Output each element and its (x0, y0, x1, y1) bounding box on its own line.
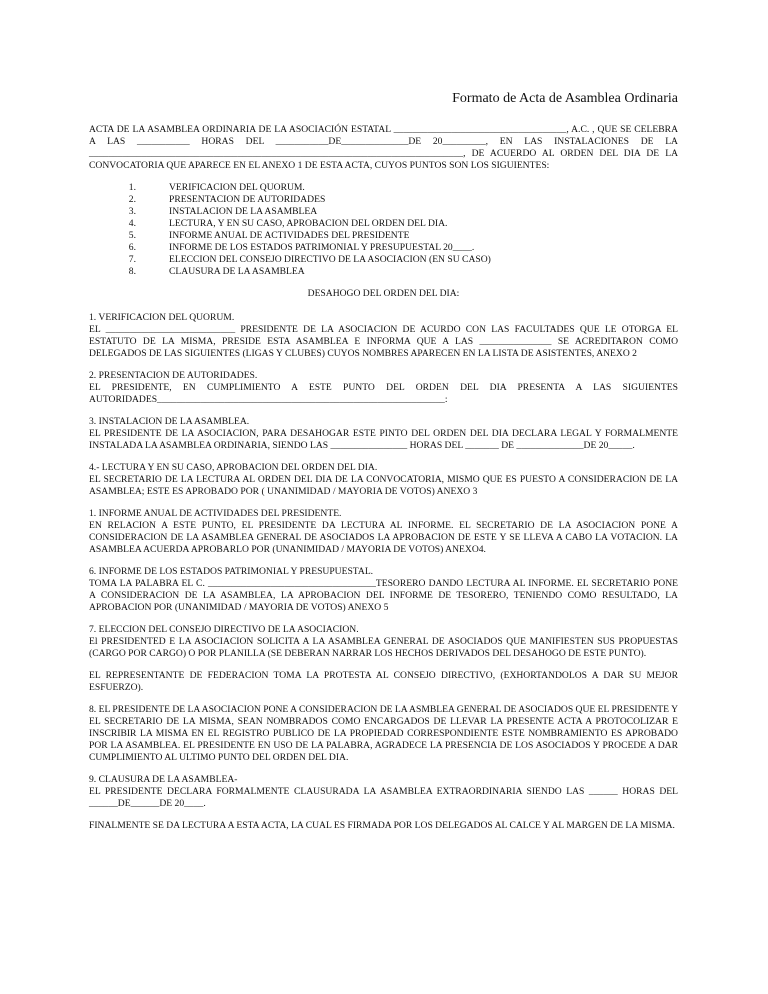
section-heading: 2. PRESENTACION DE AUTORIDADES. (89, 370, 258, 381)
agenda-item-number: 6. (128, 242, 136, 253)
agenda-item-number: 1. (128, 182, 136, 193)
agenda-item-text: INFORME ANUAL DE ACTIVIDADES DEL PRESIDENTE (169, 230, 410, 241)
section-quorum (89, 312, 678, 360)
section-body: 8. EL PRESIDENTE DE LA ASOCIACION PONE A CONSIDERACION DE LA ASMBLEA GENERAL DE ASOCIADOS QUE EL PRESIDENTE Y EL SECRETARIO DE LA MISMA, SEAN NOMBRADOS COMO ENCARGADOS DE LLEVAR LA PRESENTE ACTA A PROTOCOLIZAR E INSCRIBIR LA MISMA EN EL REGISTRO PUBLICO DE LA PROPIEDAD CORRESPONDIENTE ESTE NOMBRAMIENTO ES APROBADO POR LA ASAMBLEA. EL PRESIDENTE EN USO DE LA PALABRA, AGRADECE LA PRESENCIA DE LOS ASOCIADOS Y PROCEDE A DAR CUMPLIMIENTO AL ULTIMO PUNTO DEL ORDEN DEL DIA. (89, 704, 678, 763)
section-body: FINALMENTE SE DA LECTURA A ESTA ACTA, LA CUAL ES FIRMADA POR LOS DELEGADOS AL CALCE Y AL MARGEN DE LA MISMA. (89, 820, 675, 831)
agenda-item-text: CLAUSURA DE LA ASAMBLEA (169, 266, 305, 277)
agenda-item (89, 242, 678, 254)
section-body: EL PRESIDENTE DECLARA FORMALMENTE CLAUSURADA LA ASAMBLEA EXTRAORDINARIA SIENDO LAS ______ HORAS DEL ______DE______DE 20____. (89, 786, 678, 809)
agenda-item-number: 4. (128, 218, 136, 229)
agenda-item (89, 206, 678, 218)
section-final (89, 820, 678, 832)
section-clausura (89, 774, 678, 810)
document-title: Formato de Acta de Asamblea Ordinaria (452, 91, 678, 106)
agenda-item-text: VERIFICACION DEL QUORUM. (169, 182, 305, 193)
section-estados (89, 566, 678, 614)
agenda-item-number: 2. (128, 194, 136, 205)
section-heading: 1. VERIFICACION DEL QUORUM. (89, 312, 235, 323)
section-heading: 6. INFORME DE LOS ESTADOS PATRIMONIAL Y PRESUPUESTAL. (89, 566, 374, 577)
agenda-item-number: 7. (128, 254, 136, 265)
agenda-item-text: LECTURA, Y EN SU CASO, APROBACION DEL ORDEN DEL DIA. (169, 218, 448, 229)
section-body: EL SECRETARIO DE LA LECTURA AL ORDEN DEL DIA DE LA CONVOCATORIA, MISMO QUE ES PUESTO A CONSIDERACION DE LA ASAMBLEA; ESTE ES APROBADO POR ( UNANIMIDAD / MAYORIA DE VOTOS) ANEXO 3 (89, 474, 678, 497)
desahogo-heading: DESAHOGO DEL ORDEN DEL DIA: (307, 288, 460, 299)
section-body: EL ___________________________ PRESIDENTE DE LA ASOCIACION DE ACURDO CON LAS FACULTADES QUE LE OTORGA EL ESTATUTO DE LA MISMA, PRESIDE ESTA ASAMBLEA E INFORMA QUE A LAS _______________ SE ACREDITARON COMO DELEGADOS DE LAS SIGUIENTES (LIGAS Y CLUBES) CUYOS NOMBRES APARECEN EN LA LISTA DE ASISTENTES, ANEXO 2 (89, 324, 678, 359)
section-instalacion (89, 416, 678, 452)
section-heading: 3. INSTALACION DE LA ASAMBLEA. (89, 416, 250, 427)
section-body: EL PRESIDENTE DE LA ASOCIACION, PARA DESAHOGAR ESTE PINTO DEL ORDEN DEL DIA DECLARA LEGAL Y FORMALMENTE INSTALADA LA ASAMBLEA ORDINARIA, SIENDO LAS ________________ HORAS DEL _______ DE ______________DE 20_____. (89, 428, 678, 451)
agenda-item (89, 254, 678, 266)
section-heading: 9. CLAUSURA DE LA ASAMBLEA- (89, 774, 238, 785)
section-body: EN RELACION A ESTE PUNTO, EL PRESIDENTE DA LECTURA AL INFORME. EL SECRETARIO DE LA ASOCIACION PONE A CONSIDERACION DE LA ASAMBLEA GENERAL DE ASOCIADOS LA APROBACION DE ESTE Y SE LLEVA A CABO LA VOTACION. LA ASAMBLEA ACUERDA APROBARLO POR (UNANIMIDAD / MAYORIA DE VOTOS) ANEXO4. (89, 520, 678, 555)
section-heading: 1. INFORME ANUAL DE ACTIVIDADES DEL PRESIDENTE. (89, 508, 342, 519)
agenda-item-number: 3. (128, 206, 136, 217)
agenda-list (89, 182, 678, 278)
intro-paragraph: ACTA DE LA ASAMBLEA ORDINARIA DE LA ASOCIACIÓN ESTATAL ____________________________________, A.C. , QUE SE CELEBRA A LAS ___________ HORAS DEL ___________DE______________DE 20_________, EN LAS INSTALACIONES DE LA ______________________________________________________________________________, DE ACUERDO AL ORDEN DEL DIA DE LA CONVOCATORIA QUE APARECE EN EL ANEXO 1 DE ESTA ACTA, CUYOS PUNTOS SON LOS SIGUIENTES: (89, 124, 678, 171)
agenda-item (89, 194, 678, 206)
section-protesta (89, 670, 678, 694)
agenda-item (89, 218, 678, 230)
agenda-item-text: INFORME DE LOS ESTADOS PATRIMONIAL Y PRESUPUESTAL 20____. (169, 242, 475, 253)
agenda-item (89, 182, 678, 194)
section-autoridades (89, 370, 678, 406)
section-body: EL PRESIDENTE, EN CUMPLIMIENTO A ESTE PUNTO DEL ORDEN DEL DIA PRESENTA A LAS SIGUIENTES AUTORIDADES____________________________________________________________: (89, 382, 678, 405)
section-eleccion (89, 624, 678, 660)
agenda-item-text: INSTALACION DE LA ASAMBLEA (169, 206, 318, 217)
agenda-item-number: 5. (128, 230, 136, 241)
section-heading: 7. ELECCION DEL CONSEJO DIRECTIVO DE LA ASOCIACION. (89, 624, 359, 635)
section-lectura (89, 462, 678, 498)
agenda-item (89, 266, 678, 278)
section-body: El PRESIDENTED E LA ASOCIACION SOLICITA A LA ASAMBLEA GENERAL DE ASOCIADOS QUE MANIFIESTEN SUS PROPUESTAS (CARGO POR CARGO) O POR PLANILLA (SE DEBERAN NARRAR LOS HECHOS DERIVADOS DEL DESAHOGO DE ESTE PUNTO). (89, 636, 678, 659)
agenda-item (89, 230, 678, 242)
agenda-item-text: ELECCION DEL CONSEJO DIRECTIVO DE LA ASOCIACION (EN SU CASO) (169, 254, 491, 265)
section-body: TOMA LA PALABRA EL C. ___________________________________TESORERO DANDO LECTURA AL INFORME. EL SECRETARIO PONE A CONSIDERACION DE LA ASAMBLEA, LA APROBACION DEL INFORME DE TESORERO, TENIENDO COMO RESULTADO, LA APROBACION POR (UNANIMIDAD / MAYORIA DE VOTOS) ANEXO 5 (89, 578, 678, 613)
section-protocolizar (89, 704, 678, 764)
agenda-item-text: PRESENTACION DE AUTORIDADES (169, 194, 326, 205)
section-informe-anual (89, 508, 678, 556)
section-body: EL REPRESENTANTE DE FEDERACION TOMA LA PROTESTA AL CONSEJO DIRECTIVO, (EXHORTANDOLOS A DAR SU MEJOR ESFUERZO). (89, 670, 678, 693)
agenda-item-number: 8. (128, 266, 136, 277)
document-body (89, 124, 678, 842)
section-heading: 4.- LECTURA Y EN SU CASO, APROBACION DEL ORDEN DEL DIA. (89, 462, 378, 473)
